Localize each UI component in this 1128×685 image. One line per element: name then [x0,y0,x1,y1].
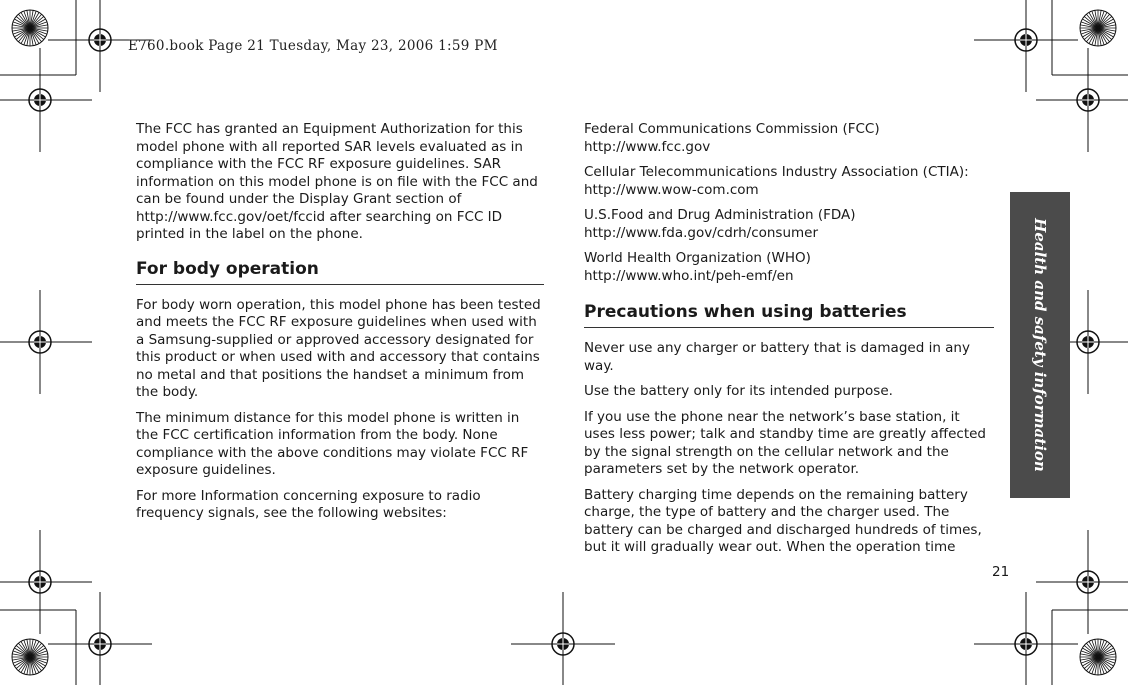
website-name: World Health Organization (WHO) [584,250,811,266]
section-side-tab [1010,192,1070,498]
body-paragraph: For more Information concerning exposure to radio frequency signals, see the following websites: [136,487,481,521]
color-bar-star-mark [12,639,48,675]
website-name: U.S.Food and Drug Administration (FDA) [584,207,856,223]
left-column [136,121,544,531]
website-url: http://www.fda.gov/cdrh/consumer [584,224,819,241]
fcc-intro-paragraph: The FCC has granted an Equipment Authorization for this model phone with all reported SAR levels evaluated as in compliance with the FCC RF exposure guidelines. SAR information on this model phone is on file with the FCC and can be found under the Display Grant section of http://www.fcc.gov/oet/fccid after searching on FCC ID printed in the label on the phone. [136,121,538,242]
color-bar-star-mark [12,10,48,46]
right-column [584,121,994,565]
registration-mark [0,290,92,394]
registration-mark [0,530,92,634]
website-entry [584,207,994,242]
registration-mark [48,592,152,685]
section-tab-label: Health and safety information [1031,218,1049,472]
registration-mark [1036,48,1128,152]
battery-paragraph: Battery charging time depends on the remaining battery charge, the type of battery and the charger used. The battery can be charged and discharged hundreds of times, but it will gradually wear out. When the operation time [584,486,982,555]
batteries-heading: Precautions when using batteries [584,301,994,328]
registration-mark [511,592,615,685]
body-paragraph: For body worn operation, this model phone has been tested and meets the FCC RF exposure guidelines when used with a Samsung-supplied or approved accessory designated for this product or when used with and accessory that contains no metal and that positions the handset a minimum from the body. [136,296,541,400]
website-url: http://www.fcc.gov [584,138,711,155]
color-bar-star-mark [1080,639,1116,675]
battery-paragraph: Use the battery only for its intended purpose. [584,383,893,399]
battery-paragraph: Never use any charger or battery that is damaged in any way. [584,340,970,374]
website-entry [584,164,994,199]
body-operation-heading: For body operation [136,258,544,285]
registration-mark [0,48,92,152]
website-url: http://www.who.int/peh-emf/en [584,267,794,284]
website-entry [584,121,994,156]
page-number: 21 [992,564,1010,580]
battery-paragraph: If you use the phone near the network’s base station, it uses less power; talk and standby time are greatly affected by the signal strength on the cellular network and the parameters set by the network operator. [584,408,987,477]
registration-mark [1036,530,1128,634]
website-entry [584,250,994,285]
body-paragraph: The minimum distance for this model phone is written in the FCC certification information from the body. None compliance with the above conditions may violate FCC RF exposure guidelines. [136,409,529,478]
color-bar-star-mark [1080,10,1116,46]
website-url: http://www.wow-com.com [584,181,759,198]
website-name: Cellular Telecommunications Industry Association (CTIA): [584,164,969,180]
website-name: Federal Communications Commission (FCC) [584,121,880,137]
registration-mark [974,0,1078,92]
book-info-header: E760.book Page 21 Tuesday, May 23, 2006 1:59 PM [128,38,498,54]
registration-mark [974,592,1078,685]
